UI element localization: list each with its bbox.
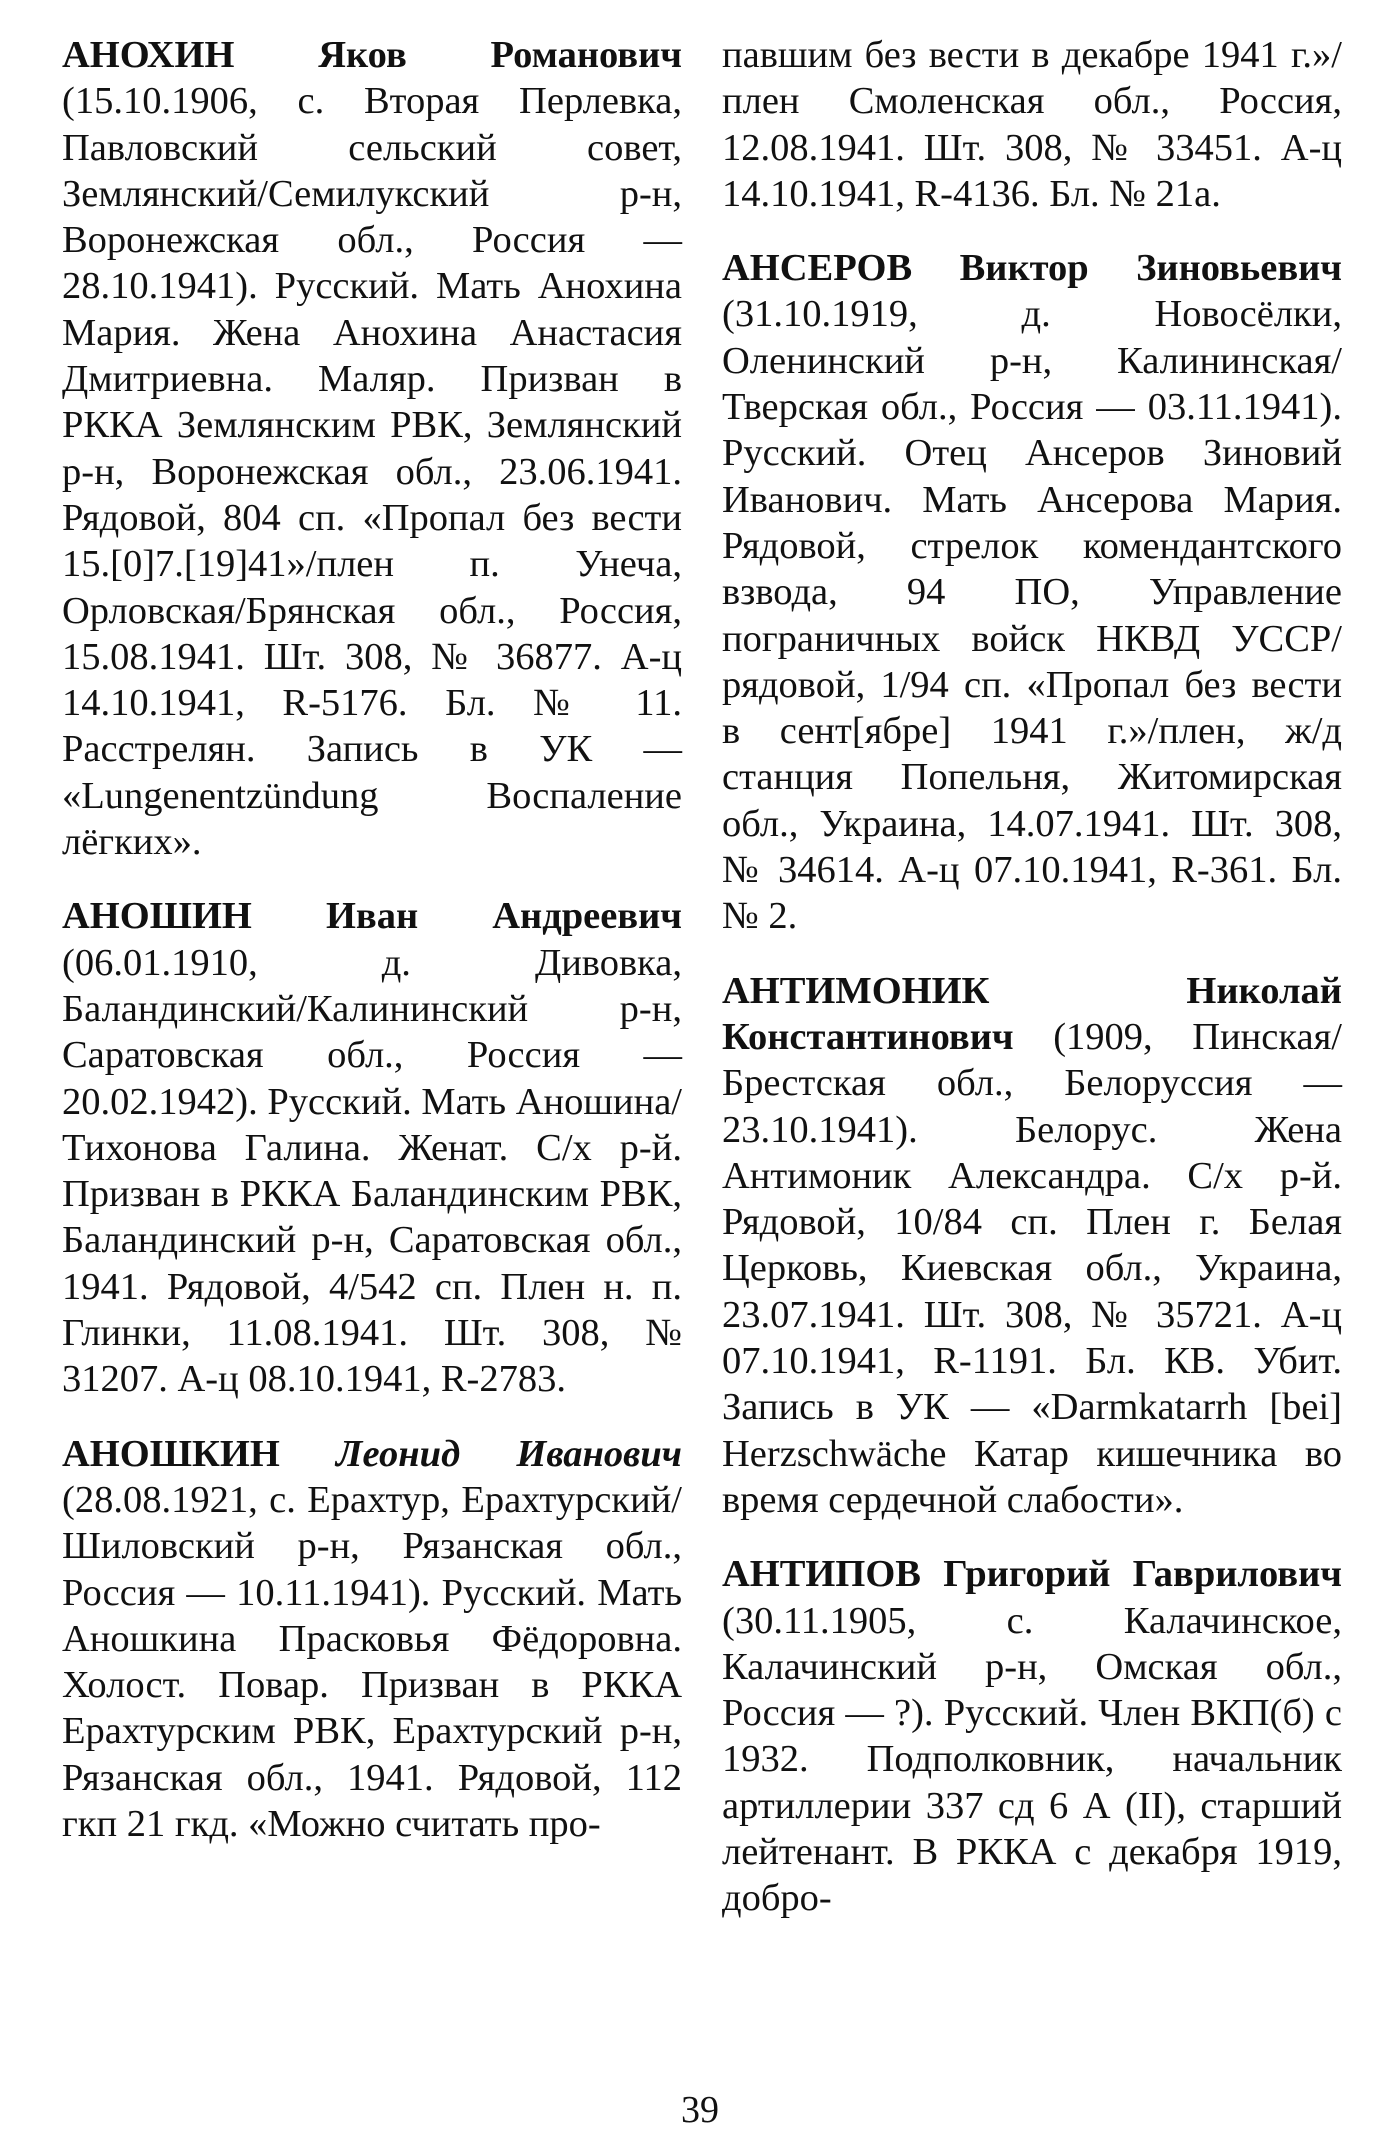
entry-anoshin — [62, 893, 682, 1402]
entry-surname: АНОШИН — [62, 895, 252, 938]
entry-surname: АНСЕРОВ — [722, 247, 913, 290]
entry-text: (15.10.1906, с. Вторая Перлевка, Павловский сельский совет, Землянский/Семилукский р-н, Воронежская обл., Россия — 28.10.1941). Русский. Мать Анохина Мария. Жена Анохина Анастасия Дмитриевна. Маляр. Призван в РККА Землянским РВК, Землянский р-н, Воронежская обл., 23.06.1941. Рядовой, 804 сп. «Пропал без вести 15.[0]7.[19]41»/плен п. Унеча, Орловская/Брянская обл., Россия, 15.08.1941. Шт. 308, № 36877. А-ц 14.10.1941, R-5176. Бл. № 11. Расстрелян. Запись в УК — «Lungenentzündung Воспаление лёгких». — [62, 80, 682, 864]
entry-surname: АНТИПОВ — [722, 1553, 921, 1596]
entry-anokhin — [62, 32, 682, 865]
entry-given-name: Иван Андреевич — [325, 895, 682, 938]
entry-name — [722, 247, 1342, 289]
entry-given-name: Виктор Зиновьевич — [959, 247, 1343, 290]
entry-text: (28.08.1921, с. Ерахтур, Ерахтурский/Шиловский р-н, Рязанская обл., Россия — 10.11.1941). Русский. Мать Аношкина Прасковья Фёдоровна. Холост. Повар. Призван в РККА Ерахтурским РВК, Ерахтурский р-н, Рязанская обл., 1941. Рядовой, 112 гкп 21 гкд. «Можно считать про- — [62, 1478, 682, 1845]
entry-name — [62, 895, 682, 937]
entry-name — [62, 34, 682, 76]
entry-name — [62, 1433, 682, 1475]
entry-given-name: Григорий Гаврилович — [943, 1553, 1342, 1596]
entry-text: (31.10.1919, д. Новосёлки, Оленинский р-н, Калининская/Тверская обл., Россия — 03.11.1941). Русский. Отец Ансеров Зиновий Иванович. Мать Ансерова Мария. Рядовой, стрелок комендантского взвода, 94 ПО, Управление пограничных войск НКВД УССР/рядовой, 1/94 сп. «Пропал без вести в сент[ябре] 1941 г.»/плен, ж/д станция Попельня, Житомирская обл., Украина, 14.07.1941. Шт. 308, № 34614. А-ц 07.10.1941, R-361. Бл. № 2. — [722, 293, 1342, 938]
entry-text: (1909, Пинская/Брестская обл., Белоруссия — 23.10.1941). Белорус. Жена Антимоник Александра. С/х р-й. Рядовой, 10/84 сп. Плен г. Белая Церковь, Киевская обл., Украина, 23.07.1941. Шт. 308, № 35721. А-ц 07.10.1941, R-1191. Бл. КВ. Убит. Запись в УК — «Darmkatarrh [bei] Herzschwäche Катар кишечника во время сердечной слабости». — [722, 1015, 1342, 1521]
right-column — [722, 32, 1342, 1950]
left-column — [62, 32, 682, 1875]
entry-text: (06.01.1910, д. Дивовка, Баландинский/Калининский р-н, Саратовская обл., Россия — 20.02.1942). Русский. Мать Аношина/Тихонова Галина. Женат. С/х р-й. Призван в РККА Баландинским РВК, Баландинский р-н, Саратовская обл., 1941. Рядовой, 4/542 сп. Плен н. п. Глинки, 11.08.1941. Шт. 308, № 31207. А-ц 08.10.1941, R-2783. — [62, 941, 682, 1401]
entry-given-name: Николай Константинович — [722, 969, 1342, 1058]
entry-surname: АНТИМОНИК — [722, 969, 990, 1012]
entry-antimonik — [722, 968, 1342, 1524]
entry-given-name: Яков Романович — [318, 34, 682, 76]
entry-anserov — [722, 245, 1342, 939]
entry-text: (30.11.1905, с. Калачинское, Калачинский р-н, Омская обл., Россия — ?). Русский. Член ВКП(б) с 1932. Подполковник, начальник артиллерии 337 сд 6 А (II), старший лейтенант. В РККА с декабря 1919, добро- — [722, 1599, 1342, 1920]
entry-anoshkin — [62, 1431, 682, 1848]
entry-name — [722, 1553, 1342, 1595]
entry-continuation: павшим без вести в декабре 1941 г.»/плен Смоленская обл., Россия, 12.08.1941. Шт. 308, № 33451. А-ц 14.10.1941, R-4136. Бл. № 21а. — [722, 34, 1342, 215]
entry-surname: АНОШКИН — [62, 1432, 280, 1475]
entry-surname: АНОХИН — [62, 34, 235, 76]
entry-antipov — [722, 1551, 1342, 1921]
entry-given-name: Леонид Иванович — [336, 1432, 682, 1475]
page-number: 39 — [681, 2089, 719, 2131]
